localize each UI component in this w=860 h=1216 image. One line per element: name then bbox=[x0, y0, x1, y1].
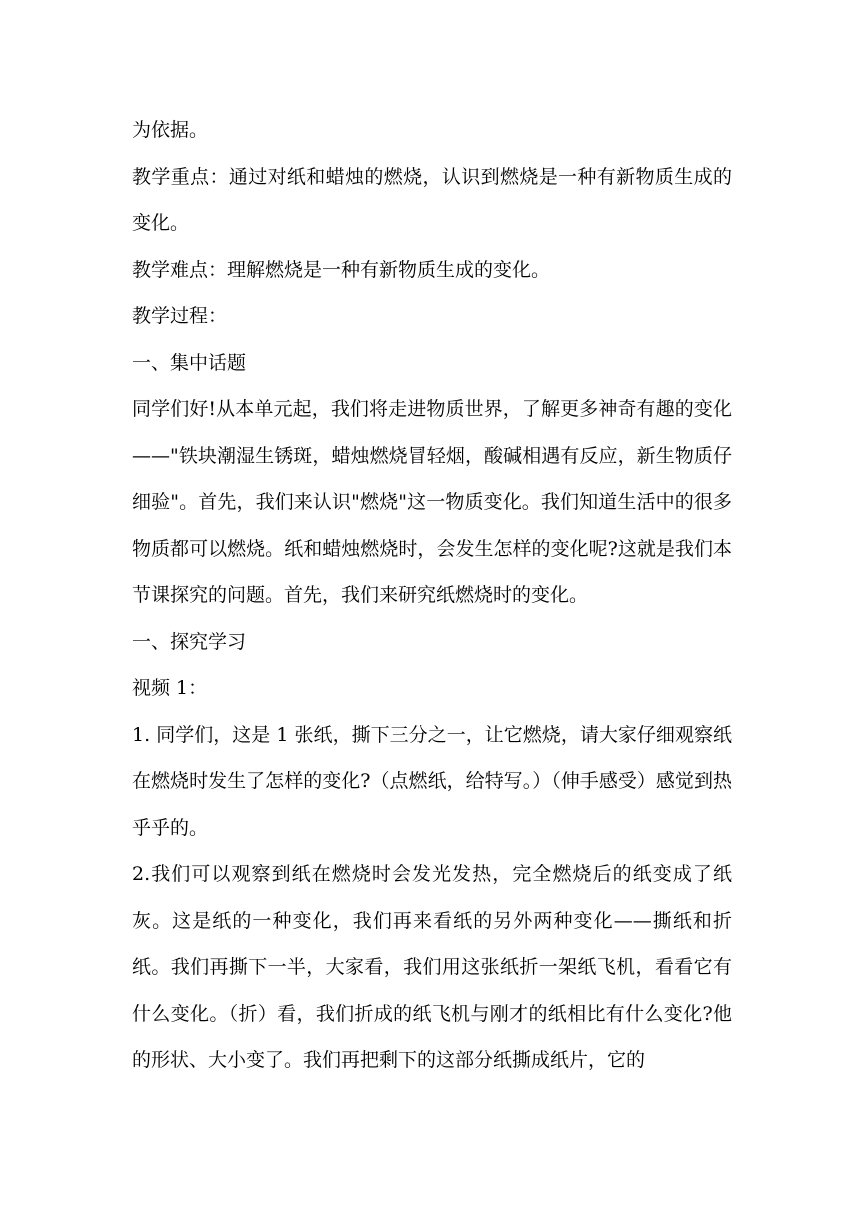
section-heading-inquiry-learning: 一、探究学习 bbox=[132, 630, 247, 653]
paragraph-teaching-process-heading: 教学过程： bbox=[132, 305, 228, 327]
paragraph-introduction: 同学们好!从本单元起，我们将走进物质世界，了解更多神奇有趣的变化——"铁块潮湿生锈斑，蜡烛燃烧冒轻烟，酸碱相遇有反应，新生物质仔细验"。首先，我们来认识"燃烧"这一物质变化。我们知道生活中的很多物质都可以燃烧。纸和蜡烛燃烧时，会发生怎样的变化呢?这就是我们本节课探究的问题。首先，我们来研究纸燃烧时的变化。 bbox=[132, 398, 732, 606]
paragraph-teaching-difficulty: 教学难点：理解燃烧是一种有新物质生成的变化。 bbox=[132, 258, 551, 281]
paragraph-basis: 为依据。 bbox=[132, 119, 209, 141]
list-item-step-2: 2.我们可以观察到纸在燃烧时会发光发热，完全燃烧后的纸变成了纸灰。这是纸的一种变化，我们再来看纸的另外两种变化——撕纸和折纸。我们再撕下一半，大家看，我们用这张纸折一架纸飞机，看看它有什么变化。（折）看，我们折成的纸飞机与刚才的纸相比有什么变化?他的形状、大小变了。我们再把剩下的这部分纸撕成纸片，它的 bbox=[132, 863, 732, 1071]
video-label: 视频 1： bbox=[132, 677, 208, 699]
paragraph-teaching-focus: 教学重点：通过对纸和蜡烛的燃烧，认识到燃烧是一种有新物质生成的变化。 bbox=[132, 165, 732, 234]
section-heading-focus-topic: 一、集中话题 bbox=[132, 351, 247, 374]
list-item-step-1: 1. 同学们，这是 1 张纸，撕下三分之一，让它燃烧，请大家仔细观察纸在燃烧时发生了怎样的变化?（点燃纸，给特写。）（伸手感受）感觉到热乎乎的。 bbox=[132, 723, 732, 839]
document-body bbox=[132, 107, 732, 1084]
